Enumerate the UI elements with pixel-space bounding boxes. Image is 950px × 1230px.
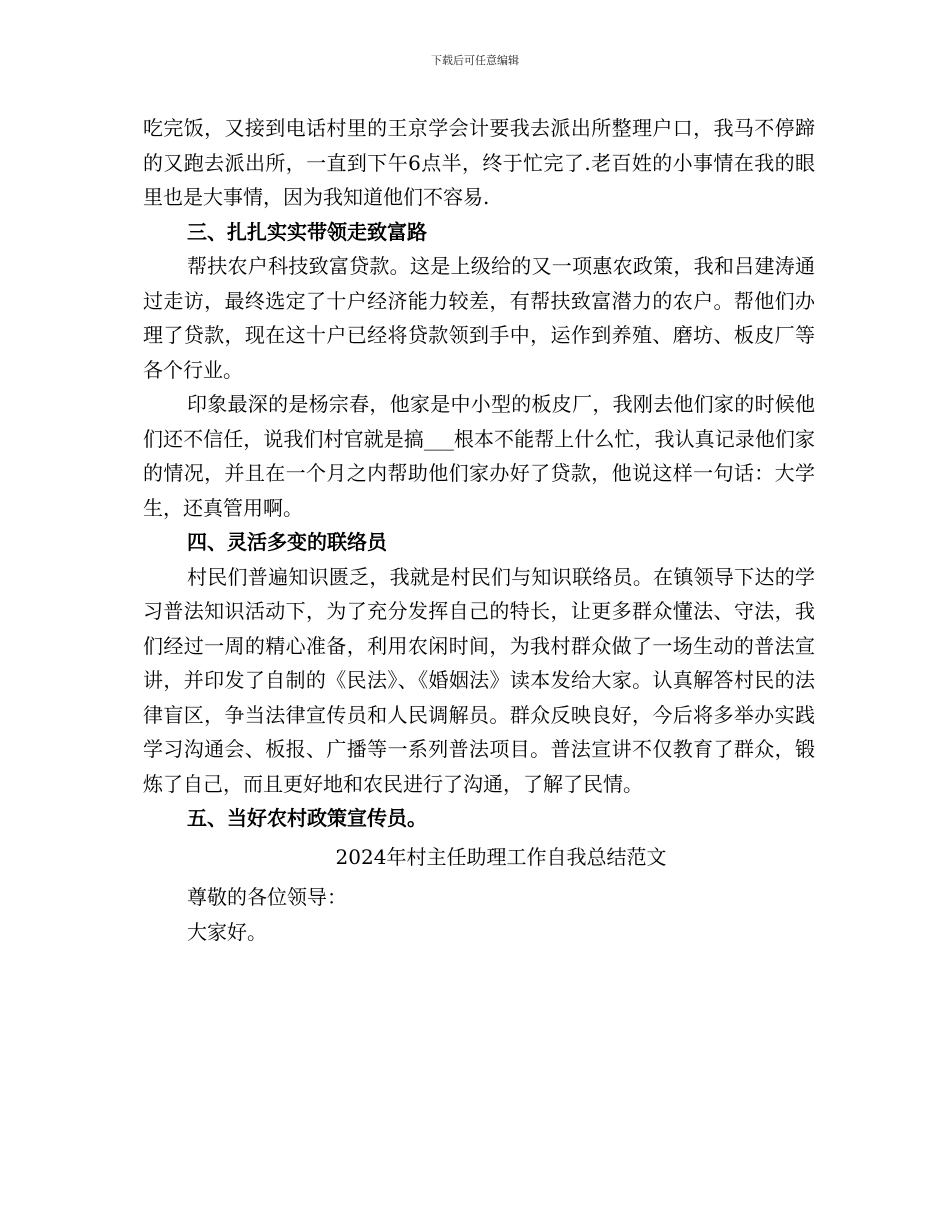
document-title: 2024年村主任助理工作自我总结范文 [335, 844, 667, 869]
paragraph-liaison: 村民们普遍知识匮乏，我就是村民们与知识联络员。在镇领导下达的学习普法知识活动下，为了充分发挥自己的特长，让更多群众懂法、守法，我们经过一周的精心准备，利用农闲时间，为我村群众做了一场生动的普法宣讲，并印发了自制的《民法》、《婚姻法》读本发给大家。认真解答村民的法律盲区，争当法律宣传员和人民调解员。群众反映良好，今后将多举办实践学习沟通会、板报、广播等一系列普法项目。普法宣讲不仅教育了群众，锻炼了自己，而且更好地和农民进行了沟通，了解了民情。 [143, 564, 815, 796]
document-body [143, 111, 815, 949]
section-heading-3: 三、扎扎实实带领走致富路 [187, 219, 427, 244]
paragraph-continuation: 吃完饭，又接到电话村里的王京学会计要我去派出所整理户口，我马不停蹄的又跑去派出所，一直到下午6点半，终于忙完了.老百姓的小事情在我的眼里也是大事情，因为我知道他们不容易. [143, 116, 815, 209]
paragraph-yang-zongchun: 印象最深的是杨宗春，他家是中小型的板皮厂，我刚去他们家的时候他们还不信任，说我们村官就是搞___根本不能帮上什么忙，我认真记录他们家的情况，并且在一个月之内帮助他们家办好了贷款，他说这样一句话：大学生，还真管用啊。 [143, 392, 815, 520]
section-heading-4: 四、灵活多变的联络员 [187, 530, 387, 554]
section-heading-5: 五、当好农村政策宣传员。 [187, 806, 427, 830]
greeting: 大家好。 [187, 919, 267, 944]
paragraph-loans: 帮扶农户科技致富贷款。这是上级给的又一项惠农政策，我和吕建涛通过走访，最终选定了十户经济能力较差，有帮扶致富潜力的农户。帮他们办理了贷款，现在这十户已经将贷款领到手中，运作到养殖、磨坊、板皮厂等各个行业。 [143, 254, 815, 382]
salutation: 尊敬的各位领导： [187, 885, 347, 909]
page-header: 下载后可任意编辑 [431, 54, 519, 67]
